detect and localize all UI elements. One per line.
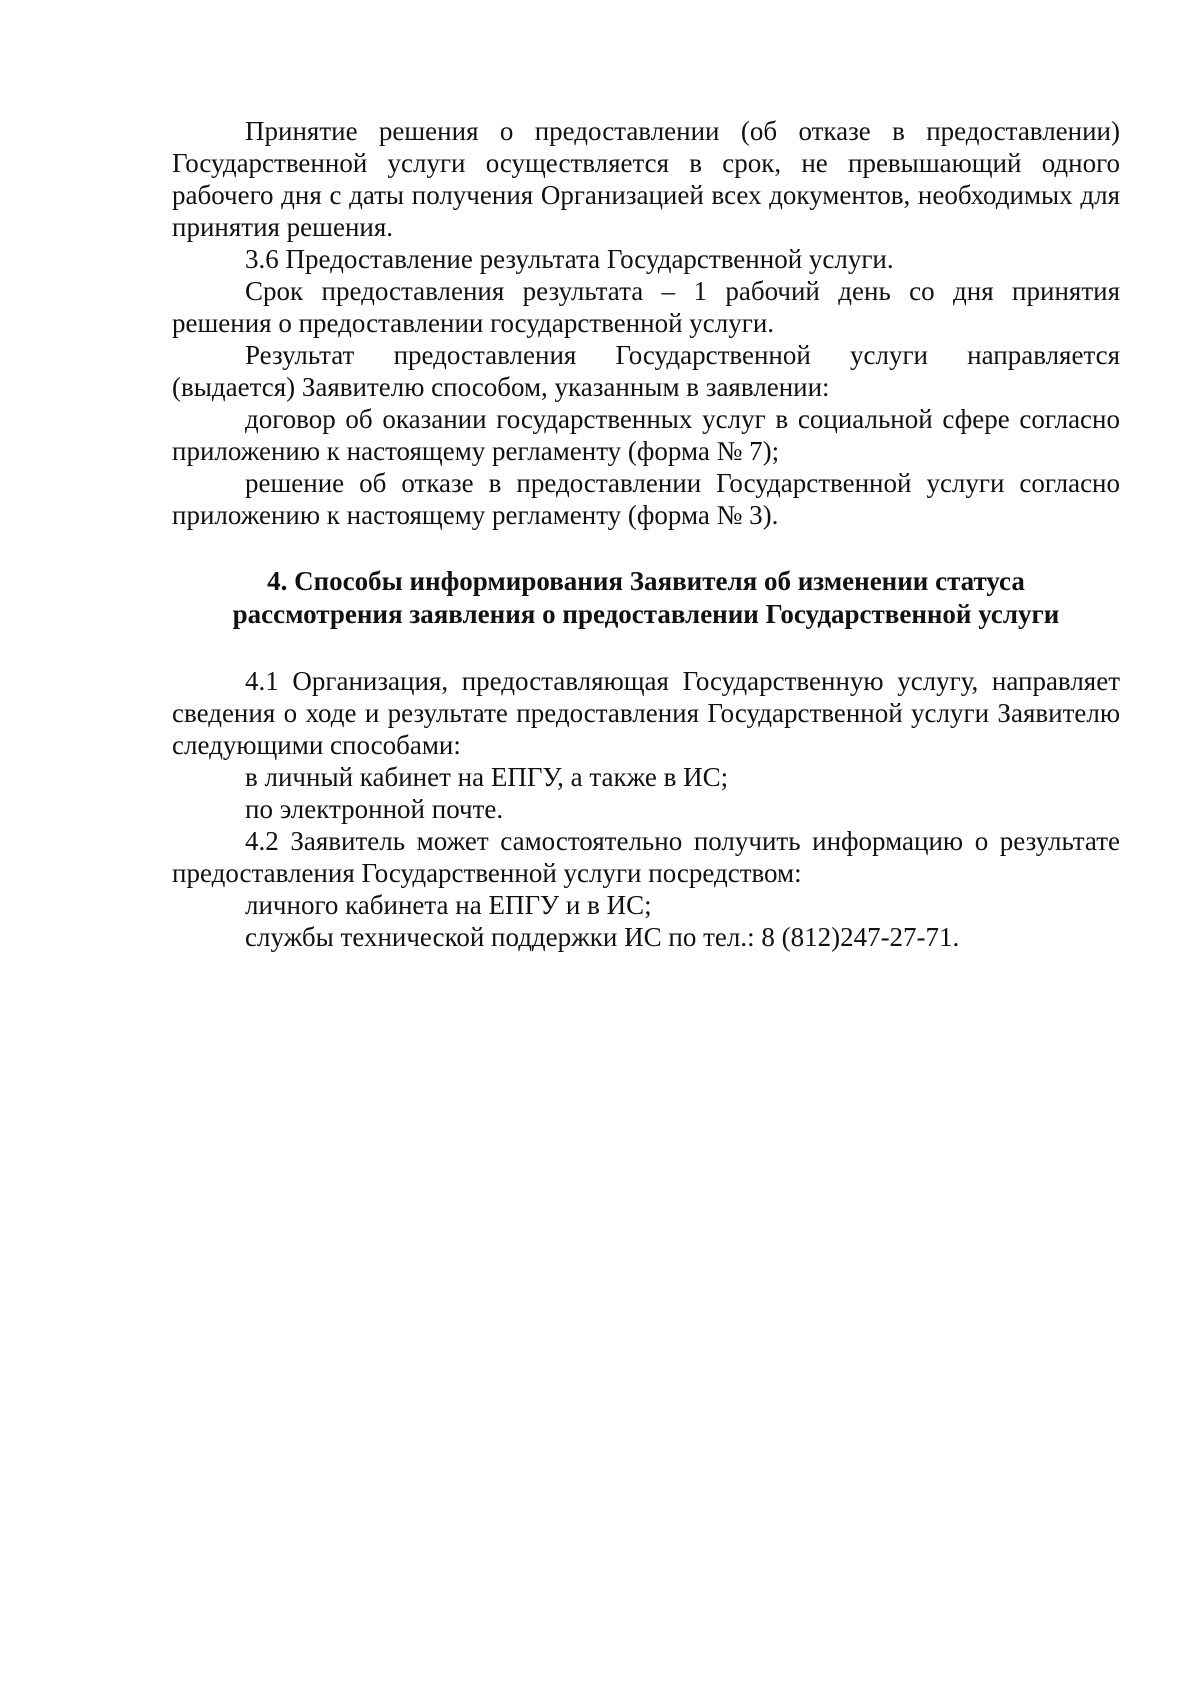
- document-page: [172, 115, 1120, 953]
- paragraph-3-6: 3.6 Предоставление результата Государственной услуги.: [245, 244, 894, 274]
- paragraph-decision: Принятие решения о предоставлении (об отказе в предоставлении) Государственной услуги осуществляется в срок, не превышающий одного рабочего дня с даты получения Организацией всех документов, необходимых для принятия решения.: [172, 116, 1120, 242]
- paragraph-result: Результат предоставления Государственной услуги направляется (выдается) Заявителю способом, указанным в заявлении:: [172, 340, 1120, 402]
- list-item-refusal: решение об отказе в предоставлении Государственной услуги согласно приложению к настоящему регламенту (форма № 3).: [172, 468, 1120, 530]
- paragraph-4-2: 4.2 Заявитель может самостоятельно получить информацию о результате предоставления Государственной услуги посредством:: [172, 826, 1120, 888]
- section-4-heading-line-1: 4. Способы информирования Заявителя об изменении статуса: [267, 566, 1025, 596]
- list-item-cabinet: в личный кабинет на ЕПГУ, а также в ИС;: [245, 762, 729, 792]
- paragraph-term: Срок предоставления результата – 1 рабочий день со дня принятия решения о предоставлении государственной услуги.: [172, 276, 1120, 338]
- section-4-heading-line-2: рассмотрения заявления о предоставлении Государственной услуги: [232, 599, 1060, 629]
- list-item-email: по электронной почте.: [245, 794, 504, 824]
- list-item-personal-cabinet: личного кабинета на ЕПГУ и в ИС;: [245, 890, 652, 920]
- list-item-contract: договор об оказании государственных услуг в социальной сфере согласно приложению к настоящему регламенту (форма № 7);: [172, 404, 1120, 466]
- section-4-heading: [172, 565, 1120, 631]
- paragraph-4-1: 4.1 Организация, предоставляющая Государственную услугу, направляет сведения о ходе и результате предоставления Государственной услуги Заявителю следующими способами:: [172, 666, 1120, 760]
- list-item-support: службы технической поддержки ИС по тел.: 8 (812)247-27-71.: [245, 922, 960, 952]
